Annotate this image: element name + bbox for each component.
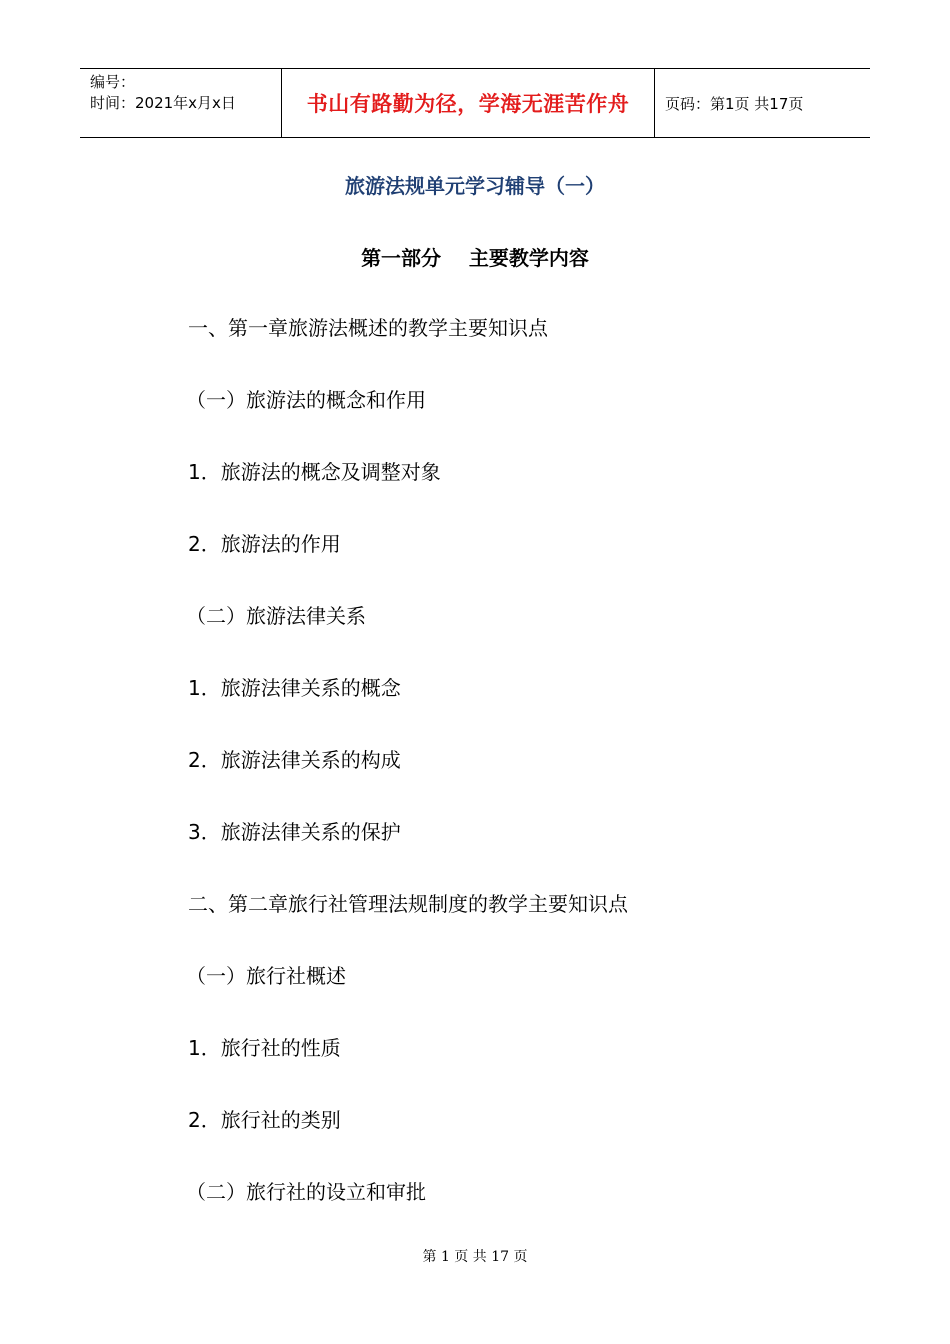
header-motto-cell xyxy=(282,69,655,137)
section-heading: 一、第一章旅游法概述的教学主要知识点 xyxy=(188,316,548,340)
motto-text: 书山有路勤为径，学海无涯苦作舟 xyxy=(306,92,630,116)
section-heading: 二、第二章旅行社管理法规制度的教学主要知识点 xyxy=(188,892,628,916)
list-item: 1．旅游法律关系的概念 xyxy=(188,676,401,700)
part-title: 第一部分 主要教学内容 xyxy=(361,246,589,270)
list-item: 3．旅游法律关系的保护 xyxy=(188,820,401,844)
page-footer: 第 1 页 共 17 页 xyxy=(422,1249,528,1265)
list-item: 1．旅行社的性质 xyxy=(188,1036,341,1060)
list-item: 2．旅游法的作用 xyxy=(188,532,341,556)
list-item: 2．旅游法律关系的构成 xyxy=(188,748,401,772)
header-table xyxy=(80,68,870,138)
list-item: 1．旅游法的概念及调整对象 xyxy=(188,460,441,484)
document-time-label: 时间：2021年x月x日 xyxy=(90,94,236,112)
subsection-heading: （一）旅游法的概念和作用 xyxy=(186,388,426,412)
list-item: 2．旅行社的类别 xyxy=(188,1108,341,1132)
subsection-heading: （一）旅行社概述 xyxy=(186,964,346,988)
document-title: 旅游法规单元学习辅导（一） xyxy=(345,174,605,198)
subsection-heading: （二）旅行社的设立和审批 xyxy=(186,1180,426,1204)
header-page-cell xyxy=(655,69,870,137)
header-meta-cell xyxy=(80,69,282,137)
subsection-heading: （二）旅游法律关系 xyxy=(186,604,366,628)
page-info: 页码：第1页 共17页 xyxy=(665,94,804,113)
document-number-label: 编号： xyxy=(90,73,136,91)
